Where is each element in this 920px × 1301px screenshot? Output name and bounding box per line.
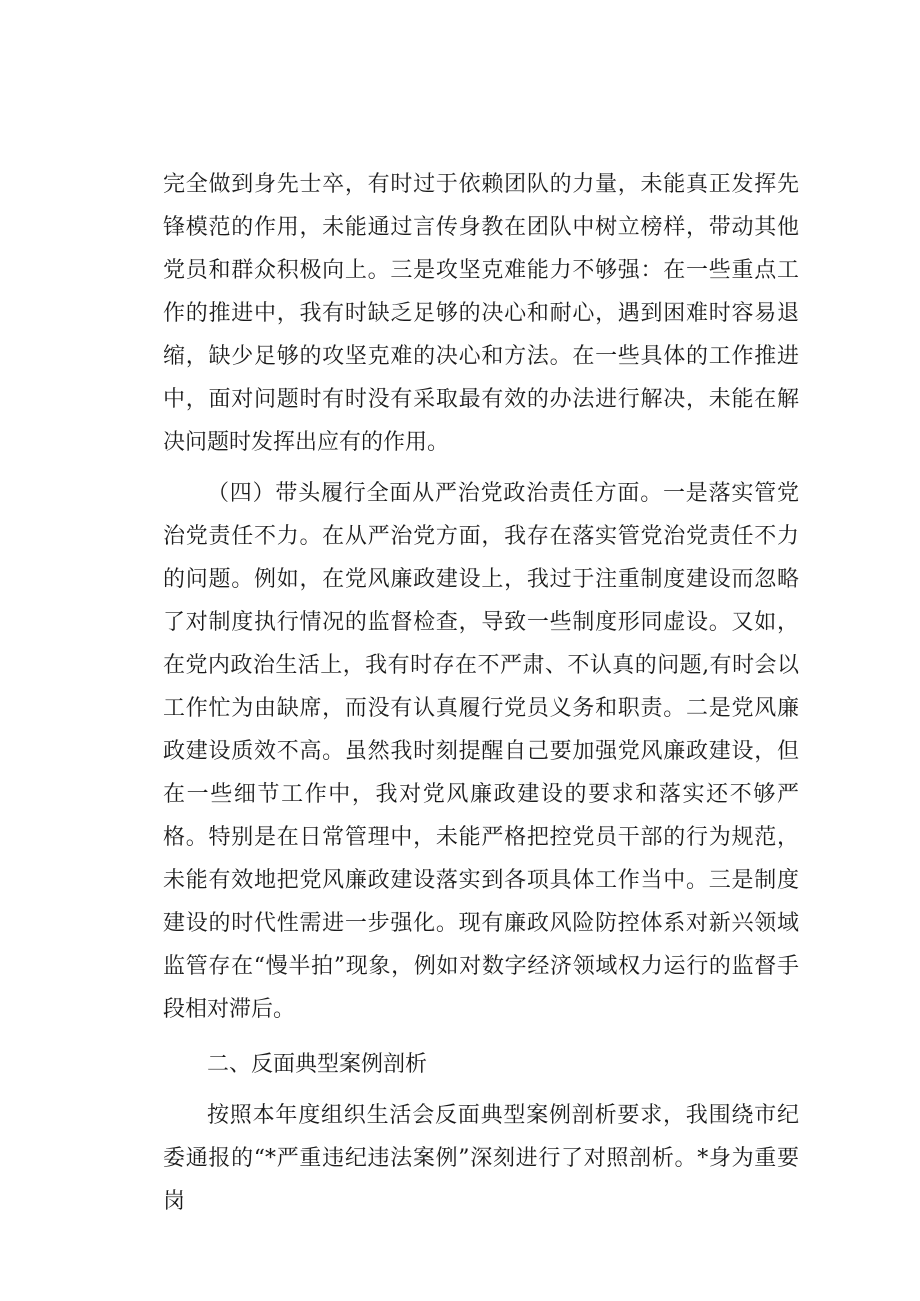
document-body bbox=[163, 163, 799, 1223]
section-heading-two: 二、反面典型案例剖析 bbox=[207, 1052, 428, 1077]
paragraph-case-analysis: 按照本年度组织生活会反面典型案例剖析要求，我围绕市纪委通报的“*严重违纪违法案例”深刻进行了对照剖析。*身为重要岗 bbox=[163, 1103, 799, 1214]
paragraph-section-four: （四）带头履行全面从严治党政治责任方面。一是落实管党治党责任不力。在从严治党方面，我存在落实管党治党责任不力的问题。例如，在党风廉政建设上，我过于注重制度建设而忽略了对制度执行情况的监督检查，导致一些制度形同虚设。又如，在党内政治生活上，我有时存在不严肃、不认真的问题,有时会以工作忙为由缺席，而没有认真履行党员义务和职责。二是党风廉政建设质效不高。虽然我时刻提醒自己要加强党风廉政建设，但在一些细节工作中，我对党风廉政建设的要求和落实还不够严格。特别是在日常管理中，未能严格把控党员干部的行为规范，未能有效地把党风廉政建设落实到各项具体工作当中。三是制度建设的时代性需进一步强化。现有廉政风险防控体系对新兴领域监管存在“慢半拍”现象，例如对数字经济领域权力运行的监督手段相对滞后。 bbox=[163, 481, 799, 1022]
paragraph-continued: 完全做到身先士卒，有时过于依赖团队的力量，未能真正发挥先锋模范的作用，未能通过言传身教在团队中树立榜样，带动其他党员和群众积极向上。三是攻坚克难能力不够强：在一些重点工作的推进中，我有时缺乏足够的决心和耐心，遇到困难时容易退缩，缺少足够的攻坚克难的决心和方法。在一些具体的工作推进中，面对问题时有时没有采取最有效的办法进行解决，未能在解决问题时发挥出应有的作用。 bbox=[163, 172, 799, 455]
